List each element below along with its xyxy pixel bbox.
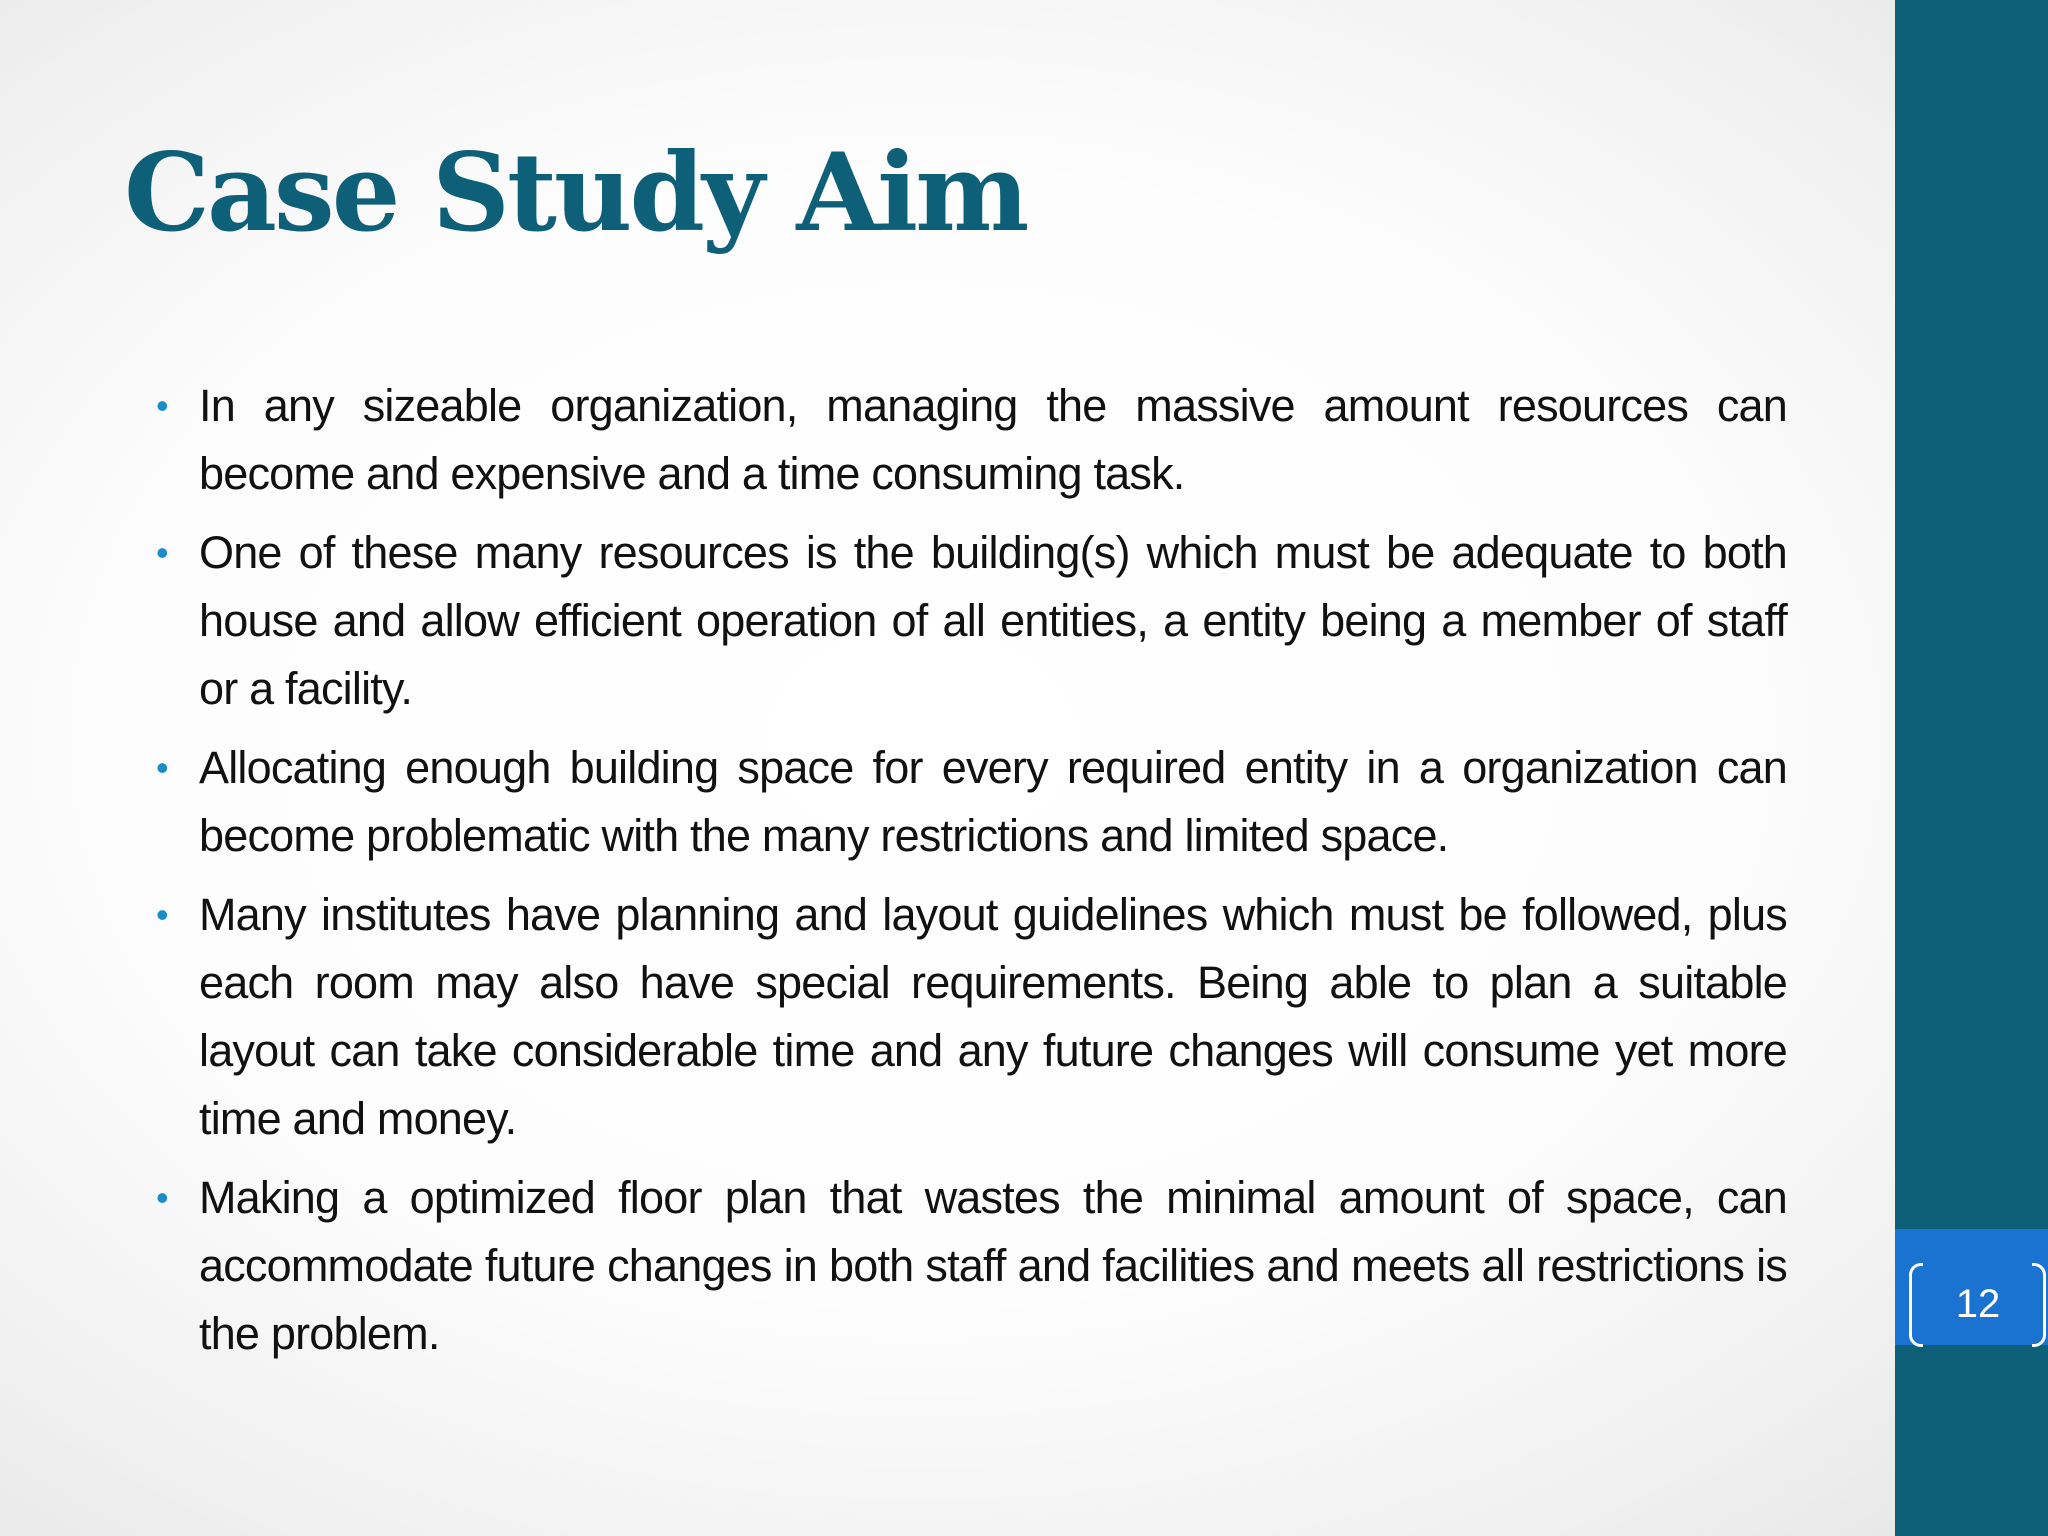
bullet-dot-icon: • [156, 894, 168, 935]
right-bracket-icon [2032, 1263, 2046, 1347]
bullet-dot-icon: • [156, 747, 168, 788]
bullet-item-1 [156, 372, 1787, 508]
bullet-item-5 [156, 1164, 1787, 1368]
bullet-dot-icon: • [156, 385, 168, 426]
slide-title: Case Study Aim [124, 130, 1027, 256]
bullet-list [156, 372, 1787, 1379]
bullet-item-2 [156, 519, 1787, 723]
bullet-text: In any sizeable organization, managing the massive amount resources can become and expensive and a time consuming task. [199, 380, 1787, 499]
bullet-text: Allocating enough building space for every required entity in a organization can become problematic with the many restrictions and limited space. [199, 742, 1787, 861]
left-bracket-icon [1909, 1263, 1923, 1347]
page-number-box [1895, 1229, 2048, 1345]
page-number: 12 [1955, 1282, 2001, 1326]
bullet-text: Many institutes have planning and layout guidelines which must be followed, plus each room may also have special requirements. Being able to plan a suitable layout can take considerable time and any future changes will consume yet more time and money. [199, 889, 1787, 1144]
bullet-item-4 [156, 881, 1787, 1153]
bullet-item-3 [156, 734, 1787, 870]
bullet-text: One of these many resources is the building(s) which must be adequate to both house and allow efficient operation of all entities, a entity being a member of staff or a facility. [199, 527, 1787, 714]
bullet-text: Making a optimized floor plan that wastes the minimal amount of space, can accommodate future changes in both staff and facilities and meets all restrictions is the problem. [199, 1172, 1787, 1359]
bullet-dot-icon: • [156, 1177, 168, 1218]
bullet-dot-icon: • [156, 532, 168, 573]
